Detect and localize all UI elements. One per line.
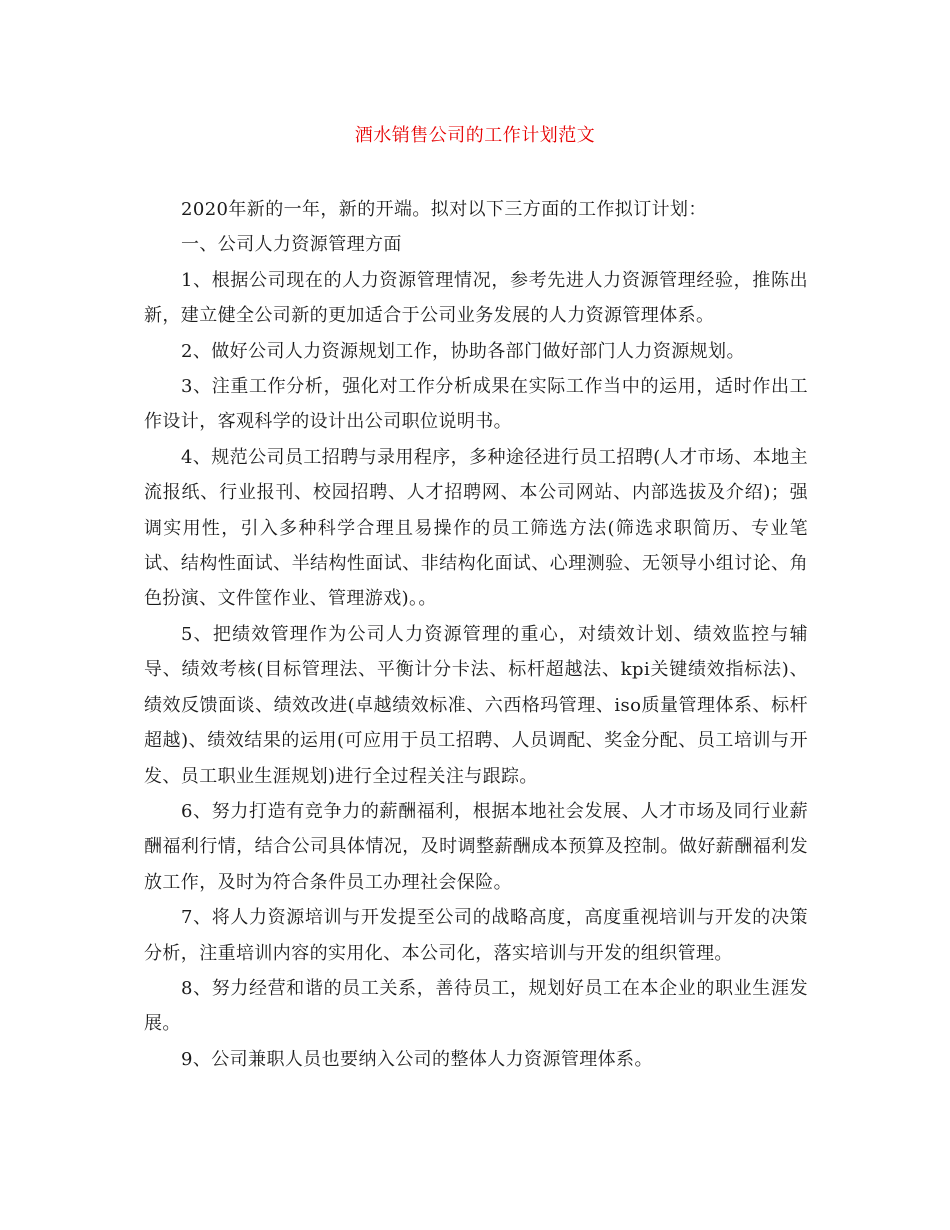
paragraph-intro: 2020年新的一年，新的开端。拟对以下三方面的工作拟订计划： — [181, 199, 707, 220]
list-item-6: 6、努力打造有竞争力的薪酬福利，根据本地社会发展、人才市场及同行业薪酬福利行情，结合公司具体情况，及时调整薪酬成本预算及控制。做好薪酬福利发放工作，及时为符合条件员工办理社会保险。 — [144, 800, 808, 893]
section-heading-hr-management: 一、公司人力资源管理方面 — [181, 234, 402, 256]
list-item-4: 4、规范公司员工招聘与录用程序，多种途径进行员工招聘(人才市场、本地主流报纸、行业报刊、校园招聘、人才招聘网、本公司网站、内部选拔及介绍)；强调实用性，引入多种科学合理且易操作的员工筛选方法(筛选求职简历、专业笔试、结构性面试、半结构性面试、非结构化面试、心理测验、无领导小组讨论、角色扮演、文件筐作业、管理游戏)。。 — [144, 446, 808, 610]
list-item-2: 2、做好公司人力资源规划工作，协助各部门做好部门人力资源规划。 — [181, 340, 745, 362]
document-body — [144, 192, 808, 1077]
document-title: 酒水销售公司的工作计划范文 — [354, 125, 596, 146]
list-item-3: 3、注重工作分析，强化对工作分析成果在实际工作当中的运用，适时作出工作设计，客观科学的设计出公司职位说明书。 — [144, 376, 808, 433]
list-item-1: 1、根据公司现在的人力资源管理情况，参考先进人力资源管理经验，推陈出新，建立健全公司新的更加适合于公司业务发展的人力资源管理体系。 — [144, 269, 808, 327]
list-item-7: 7、将人力资源培训与开发提至公司的战略高度，高度重视培训与开发的决策分析，注重培训内容的实用化、本公司化，落实培训与开发的组织管理。 — [144, 907, 808, 964]
list-item-9: 9、公司兼职人员也要纳入公司的整体人力资源管理体系。 — [181, 1048, 653, 1070]
list-item-5: 5、把绩效管理作为公司人力资源管理的重心，对绩效计划、绩效监控与辅导、绩效考核(目标管理法、平衡计分卡法、标杆超越法、kpi关键绩效指标法)、绩效反馈面谈、绩效改进(卓越绩效标准、六西格玛管理、iso质量管理体系、标杆超越)、绩效结果的运用(可应用于员工招聘、人员调配、奖金分配、员工培训与开发、员工职业生涯规划)进行全过程关注与跟踪。 — [144, 623, 808, 787]
list-item-8: 8、努力经营和谐的员工关系，善待员工，规划好员工在本企业的职业生涯发展。 — [144, 977, 808, 1035]
